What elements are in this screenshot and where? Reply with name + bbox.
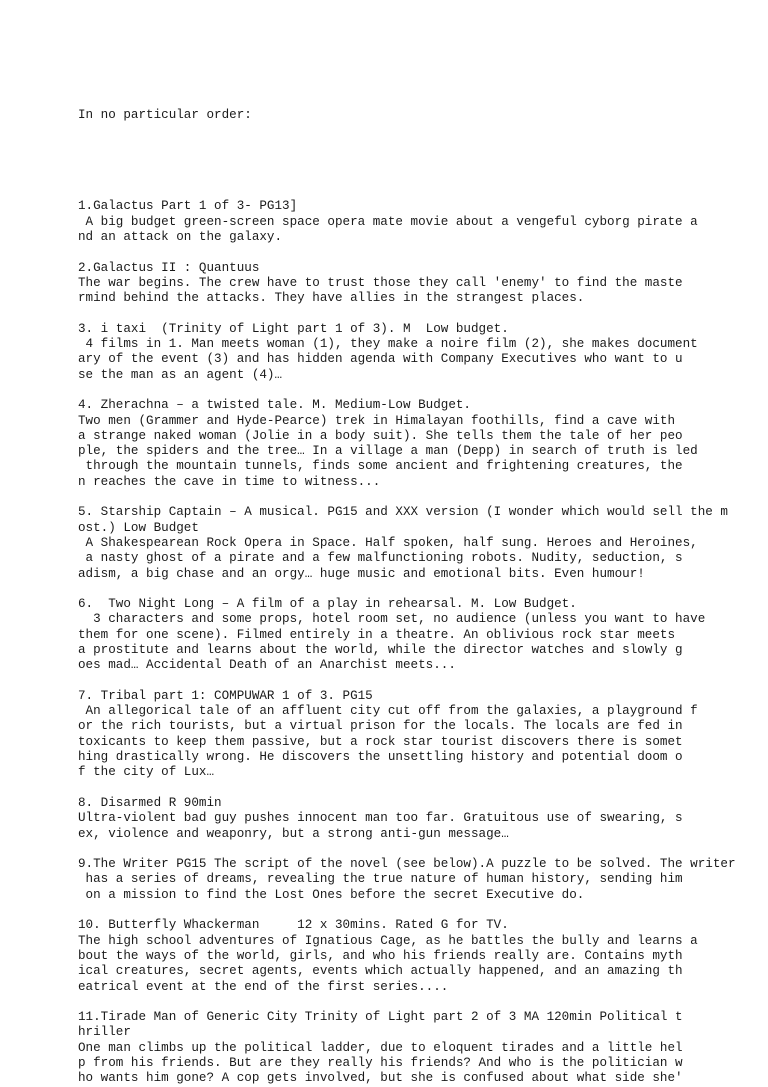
list-entry (78, 918, 768, 994)
entry-text-line: The high school adventures of Ignatious Cage, as he battles the bully and learns a (78, 933, 698, 948)
list-entry (78, 261, 768, 307)
list-entry (78, 398, 768, 490)
list-entry (78, 689, 768, 781)
list-entry (78, 597, 768, 673)
list-entry (78, 322, 768, 383)
entry-text-line: ho wants him gone? A cop gets involved, but she is confused about what side she' (78, 1071, 683, 1086)
entry-text-line: them for one scene). Filmed entirely in a theatre. An oblivious rock star meets (78, 627, 676, 642)
entry-text-line: adism, a big chase and an orgy… huge music and emotional bits. Even humour! (78, 566, 645, 581)
paragraph-gap (78, 490, 768, 505)
entry-text-line: 4 films in 1. Man meets woman (1), they make a noire film (2), she makes document (78, 337, 698, 352)
entry-text-line: toxicants to keep them passive, but a rock star tourist discovers there is somet (78, 734, 683, 749)
entry-text-line: An allegorical tale of an affluent city cut off from the galaxies, a playground f (78, 704, 698, 719)
paragraph-gap (78, 582, 768, 597)
list-entry (78, 857, 768, 903)
entry-text-line: through the mountain tunnels, finds some ancient and frightening creatures, the (78, 459, 683, 474)
entry-title-line: 5. Starship Captain – A musical. PG15 and XXX version (I wonder which would sell the m (78, 505, 728, 520)
entry-text-line: se the man as an agent (4)… (78, 367, 283, 382)
entry-text-line: n reaches the cave in time to witness... (78, 474, 381, 489)
entry-text-line: bout the ways of the world, girls, and who his friends really are. Contains myth (78, 948, 683, 963)
entry-text-line: has a series of dreams, revealing the true nature of human history, sending him (78, 872, 683, 887)
entry-text-line: A Shakespearean Rock Opera in Space. Half spoken, half sung. Heroes and Heroines, (78, 535, 698, 550)
paragraph-gap (78, 995, 768, 1010)
entry-text-line: rmind behind the attacks. They have allies in the strangest places. (78, 291, 585, 306)
entry-title-line: 11.Tirade Man of Generic City Trinity of Light part 2 of 3 MA 120min Political t (78, 1010, 683, 1025)
entry-text-line: ex, violence and weaponry, but a strong anti-gun message… (78, 826, 509, 841)
list-entry (78, 796, 768, 842)
entry-text-line: eatrical event at the end of the first series.... (78, 979, 449, 994)
paragraph-gap (78, 306, 768, 321)
entry-text-line: One man climbs up the political ladder, due to eloquent tirades and a little hel (78, 1040, 683, 1055)
entry-text-line: ical creatures, secret agents, events which actually happened, and an amazing th (78, 964, 683, 979)
entry-text-line: Two men (Grammer and Hyde-Pearce) trek in Himalayan foothills, find a cave with (78, 413, 676, 428)
list-entry (78, 199, 768, 245)
entry-title-line: 9.The Writer PG15 The script of the novel (see below).A puzzle to be solved. The writer (78, 857, 736, 872)
entry-title-line: 8. Disarmed R 90min (78, 795, 222, 810)
paragraph-gap (78, 674, 768, 689)
entry-text-line: ple, the spiders and the tree… In a village a man (Depp) in search of truth is led (78, 444, 698, 459)
intro-line: In no particular order: (78, 107, 252, 122)
entry-text-line: A big budget green-screen space opera mate movie about a vengeful cyborg pirate a (78, 214, 698, 229)
entry-text-line: The war begins. The crew have to trust those they call 'enemy' to find the maste (78, 275, 683, 290)
paragraph-gap (78, 781, 768, 796)
entry-text-line: on a mission to find the Lost Ones before the secret Executive do. (78, 887, 585, 902)
entry-text-line: ary of the event (3) and has hidden agenda with Company Executives who want to u (78, 352, 683, 367)
paragraph-gap (78, 153, 768, 168)
entry-text-line: 3 characters and some props, hotel room set, no audience (unless you want to have (78, 612, 706, 627)
paragraph-gap (78, 842, 768, 857)
list-entry (78, 1010, 768, 1086)
entry-title-line: 3. i taxi (Trinity of Light part 1 of 3). M Low budget. (78, 321, 509, 336)
entry-text-line: a nasty ghost of a pirate and a few malfunctioning robots. Nudity, seduction, s (78, 551, 683, 566)
paragraph-gap (78, 383, 768, 398)
entry-text-line: oes mad… Accidental Death of an Anarchist meets... (78, 658, 456, 673)
entry-title-line: 7. Tribal part 1: COMPUWAR 1 of 3. PG15 (78, 688, 373, 703)
paragraph-gap (78, 245, 768, 260)
paragraph-gap (78, 903, 768, 918)
entry-text-line: hing drastically wrong. He discovers the unsettling history and potential doom o (78, 750, 683, 765)
entry-text-line: p from his friends. But are they really his friends? And who is the politician w (78, 1056, 683, 1070)
entry-text-line: nd an attack on the galaxy. (78, 229, 283, 244)
entry-text-line: Ultra-violent bad guy pushes innocent man too far. Gratuitous use of swearing, s (78, 811, 683, 826)
entry-title-line: 6. Two Night Long – A film of a play in rehearsal. M. Low Budget. (78, 597, 577, 612)
list-entry (78, 505, 768, 581)
entry-text-line: f the city of Lux… (78, 765, 215, 780)
document-body (78, 77, 768, 1087)
entry-text-line: ost.) Low Budget (78, 520, 199, 535)
entry-title-line: 4. Zherachna – a twisted tale. M. Medium-Low Budget. (78, 398, 471, 413)
entry-text-line: a strange naked woman (Jolie in a body suit). She tells them the tale of her peo (78, 428, 683, 443)
entry-text-line: a prostitute and learns about the world, while the director watches and slowly g (78, 642, 683, 657)
entry-title-line: 1.Galactus Part 1 of 3- PG13] (78, 199, 298, 214)
entry-title-line: 10. Butterfly Whackerman 12 x 30mins. Rated G for TV. (78, 918, 509, 933)
entry-text-line: hriller (78, 1025, 131, 1040)
entry-text-line: or the rich tourists, but a virtual prison for the locals. The locals are fed in (78, 719, 683, 734)
entry-title-line: 2.Galactus II : Quantuus (78, 260, 260, 275)
